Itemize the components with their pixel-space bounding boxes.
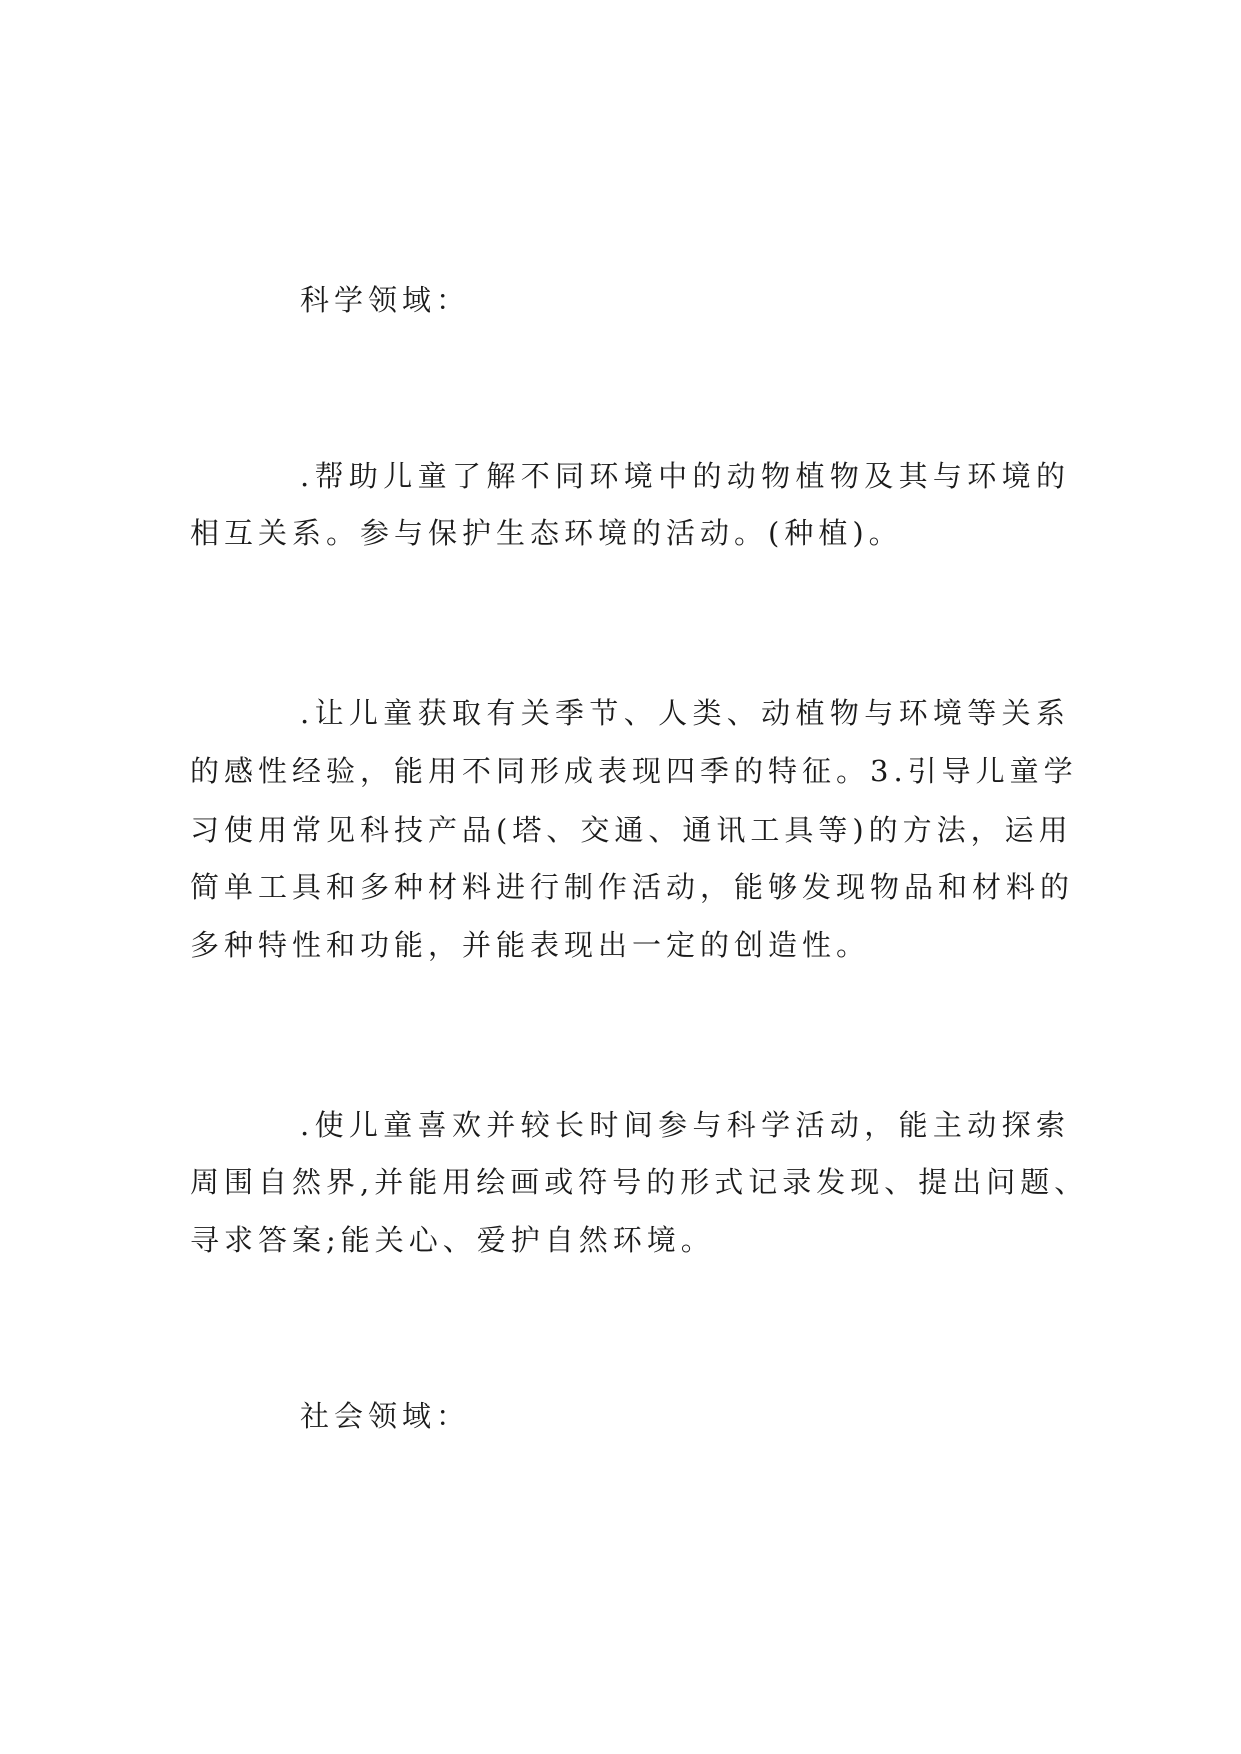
- section-heading-social: 社会领域：: [300, 1399, 471, 1433]
- paragraph-line: .让儿童获取有关季节、人类、动植物与环境等关系: [300, 696, 1070, 730]
- paragraph-line: 相互关系。参与保护生态环境的活动。(种植)。: [190, 516, 903, 550]
- paragraph-line: 多种特性和功能，并能表现出一定的创造性。: [190, 928, 871, 962]
- paragraph-line: .帮助儿童了解不同环境中的动物植物及其与环境的: [300, 459, 1070, 493]
- paragraph-line: .使儿童喜欢并较长时间参与科学活动，能主动探索: [300, 1108, 1070, 1142]
- paragraph-line: 的感性经验，能用不同形成表现四季的特征。3.引导儿童学: [190, 754, 1078, 788]
- paragraph-line: 习使用常见科技产品(塔、交通、通讯工具等)的方法，运用: [190, 813, 1073, 847]
- paragraph-line: 寻求答案;能关心、爱护自然环境。: [190, 1223, 715, 1257]
- section-heading-science: 科学领域：: [300, 283, 471, 317]
- paragraph-line: 周围自然界,并能用绘画或符号的形式记录发现、提出问题、: [190, 1165, 1089, 1199]
- paragraph-line: 简单工具和多种材料进行制作活动，能够发现物品和材料的: [190, 870, 1075, 904]
